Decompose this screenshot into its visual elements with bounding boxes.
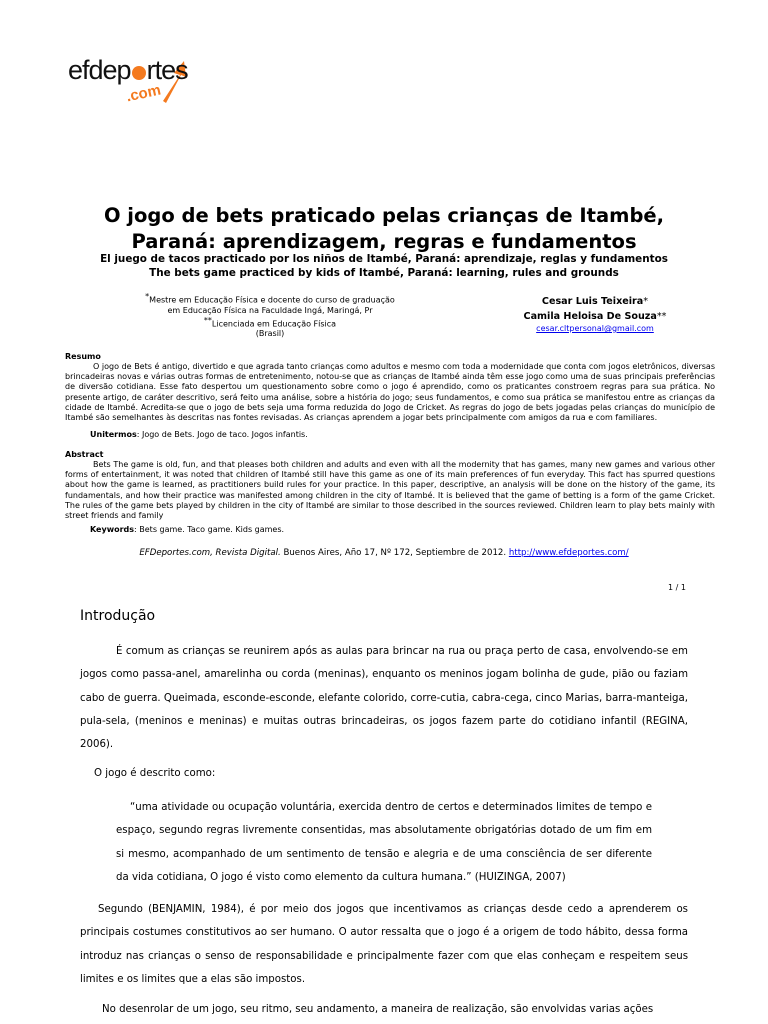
abstract-keywords: Keywords: Bets game. Taco game. Kids games. <box>90 525 285 534</box>
resumo-text: O jogo de Bets é antigo, divertido e que agrada tanto crianças como adultos e mesmo com toda a modernidade que conta com jogos eletrônicos, diversas brincadeiras novas e várias outras formas de entretenimento, notou-se que as crianças de Itambé ainda têm esse jogo como uma de suas principais preferências de diversão cotidiana. Esse fato despertou um questionamento sobre como o jogo é aprendido, como os praticantes constroem regras para sua prática. No presente artigo, de caráter descritivo, será feito uma análise, sobre a história do jogo; seus fundamentos, e como sua prática se manifestou entre as crianças da cidade de Itambé. Acredita-se que o jogo de bets seja uma forma reduzida do Jogo de Cricket. As regras do jogo de bets jogadas pelas crianças do município de Itambé são semelhantes às descritas nas fontes revisadas. As crianças aprendem a jogar bets principalmente com amigos da rua e com familiares. <box>65 362 715 423</box>
subtitle-spanish: El juego de tacos practicado por los niños de Itambé, Paraná: aprendizaje, reglas y fundamentos <box>100 253 668 265</box>
article-subtitles <box>60 252 708 280</box>
section-heading-introducao: Introdução <box>80 608 156 624</box>
logo-com-text: .com <box>124 81 163 106</box>
intro-paragraph-1: É comum as crianças se reunirem após as aulas para brincar na rua ou praça perto de casa, envolvendo-se em jogos como passa-anel, amarelinha ou corda (meninas), enquanto os meninos jogam bolinha de gude, pião ou faziam cabo de guerra. Queimada, esconde-esconde, elefante colorido, corre-cutia, cabra-cega, cinco Marias, barra-manteiga, pula-sela, (meninos e meninas) e muitas outras brincadeiras, os jogos fazem parte do cotidiano infantil (REGINA, 2006). <box>80 646 688 751</box>
abstract-heading: Abstract <box>65 450 104 459</box>
intro-paragraph-3: Segundo (BENJAMIN, 1984), é por meio dos jogos que incentivamos as crianças desde cedo a aprenderem os principais costumes constitutivos ao ser humano. O autor ressalta que o jogo é a origem de todo hábito, dessa forma introduz nas crianças o senso de responsabilidade e principalmente fazer com que elas conheçam e respeitem seus limites e os limites que a elas são impostos. <box>80 904 688 985</box>
author-2: Camila Heloisa De Souza** <box>523 311 667 322</box>
resumo-keywords: Unitermos: Jogo de Bets. Jogo de taco. Jogos infantis. <box>90 430 308 439</box>
intro-quote: “uma atividade ou ocupação voluntária, exercida dentro de certos e determinados limites de tempo e espaço, segundo regras livremente consentidas, mas absolutamente obrigatórias dotado de um fim em si mesmo, acompanhado de um sentimento de tensão e alegria e de uma consciência de ser diferente da vida cotidiana, O jogo é visto como elemento da cultura humana.” (HUIZINGA, 2007) <box>116 802 652 883</box>
affiliation: *Mestre em Educação Física e docente do curso de graduação em Educação Física na Faculdade Ingá, Maringá, Pr **Licenciada em Educação Física (Brasil) <box>145 292 395 339</box>
abstract-text: Bets The game is old, fun, and that pleases both children and adults and even with all the modernity that has games, many new games and various other forms of entertainment, it was noted that children of Itambé still have this game as one of its main preferences of fun everyday. This fact has spurred questions about how the game is learned, as practitioners build rules for your practice. In this paper, descriptive, an analysis will be done on the history of the game, its fundamentals, and how their practice was manifested among children in the city of Itambé. It is believed that the game of betting is a form of the game Cricket. The rules of the game bets played by children in the city of Itambé are similar to those described in the sources reviewed. Children learn to play bets mainly with street friends and family <box>65 460 715 521</box>
author-1: Cesar Luis Teixeira* <box>541 296 649 307</box>
page-number: 1 / 1 <box>668 583 686 592</box>
intro-paragraph-4: No desenrolar de um jogo, seu ritmo, seu andamento, a maneira de realização, são envolvidas varias ações <box>102 1004 654 1015</box>
efdeportes-link[interactable]: http://www.efdeportes.com/ <box>508 548 629 558</box>
subtitle-english: The bets game practiced by kids of Itambé, Paraná: learning, rules and grounds <box>149 267 619 279</box>
intro-paragraph-2: O jogo é descrito como: <box>94 768 216 779</box>
authors-block <box>490 294 700 334</box>
citation-line: EFDeportes.com, Revista Digital. Buenos Aires, Año 17, Nº 172, Septiembre de 2012. http://www.efdeportes.com/ <box>139 548 629 558</box>
efdeportes-logo[interactable] <box>68 55 188 115</box>
article-title: O jogo de bets praticado pelas crianças de Itambé, Paraná: aprendizagem, regras e fundamentos <box>103 204 665 253</box>
logo-o-icon <box>132 66 146 80</box>
resumo-heading: Resumo <box>65 352 101 361</box>
logo-text: efdep rtes <box>68 55 188 85</box>
author-email-link[interactable]: cesar.cltpersonal@gmail.com <box>536 324 654 333</box>
